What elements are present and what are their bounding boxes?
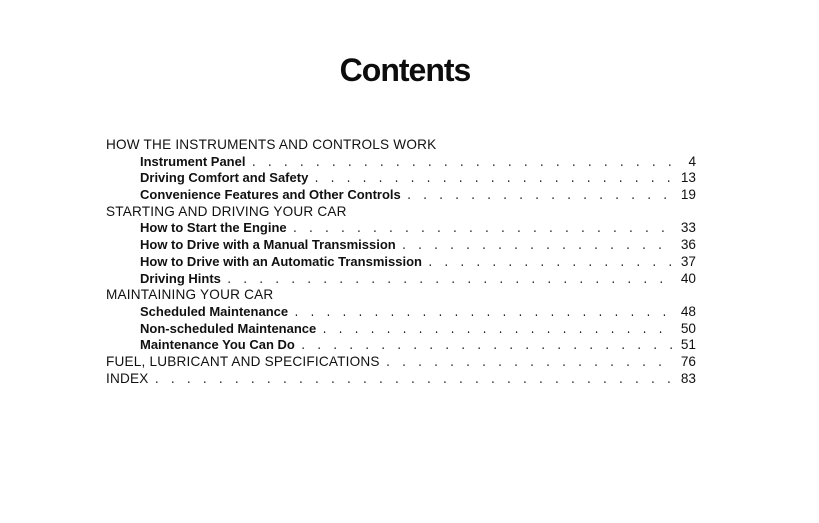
toc-page-number: 51 — [680, 337, 696, 353]
toc-entry-label: Scheduled Maintenance — [140, 303, 289, 319]
toc-entry-label: How to Drive with a Manual Transmission — [140, 237, 396, 253]
toc-entry-label: Instrument Panel — [140, 153, 246, 169]
toc-entry[interactable] — [106, 170, 696, 187]
toc-entry-label: How to Start the Engine — [140, 220, 287, 236]
toc-entry-label: Convenience Features and Other Controls — [140, 187, 401, 203]
toc-entry-label: FUEL, LUBRICANT AND SPECIFICATIONS — [106, 353, 380, 369]
toc-section-label: MAINTAINING YOUR CAR — [106, 287, 274, 303]
dot-leader — [321, 323, 673, 340]
dot-leader — [154, 373, 673, 390]
table-of-contents — [106, 137, 696, 387]
page-title: Contents — [339, 52, 471, 88]
toc-page-number: 13 — [680, 170, 696, 186]
toc-page-number: 4 — [688, 153, 696, 169]
toc-page-number: 40 — [680, 270, 696, 286]
toc-entry[interactable] — [106, 187, 696, 204]
dot-leader — [293, 306, 673, 323]
toc-entry[interactable] — [106, 304, 696, 321]
toc-entry-label: How to Drive with an Automatic Transmission — [140, 253, 422, 269]
toc-entry[interactable] — [106, 254, 696, 271]
toc-page-number: 50 — [680, 320, 696, 336]
toc-entry-index[interactable] — [106, 371, 696, 388]
toc-entry[interactable] — [106, 237, 696, 254]
dot-leader — [427, 256, 673, 273]
dot-leader — [250, 156, 673, 173]
toc-entry[interactable] — [106, 220, 696, 237]
toc-section-label: STARTING AND DRIVING YOUR CAR — [106, 203, 347, 219]
toc-entry[interactable] — [106, 271, 696, 288]
toc-page-number: 37 — [680, 253, 696, 269]
toc-section-label: HOW THE INSTRUMENTS AND CONTROLS WORK — [106, 137, 437, 152]
toc-page-number: 48 — [680, 303, 696, 319]
toc-entry[interactable] — [106, 154, 696, 171]
toc-page-number: 33 — [680, 220, 696, 236]
toc-page-number: 76 — [680, 353, 696, 369]
toc-entry[interactable] — [106, 321, 696, 338]
toc-entry[interactable] — [106, 337, 696, 354]
dot-leader — [406, 189, 673, 206]
toc-page-number: 36 — [680, 237, 696, 253]
toc-entry-label: Driving Hints — [140, 270, 221, 286]
dot-leader — [226, 273, 673, 290]
toc-entry-label: Non-scheduled Maintenance — [140, 320, 317, 336]
toc-entry-fuel[interactable] — [106, 354, 696, 371]
dot-leader — [385, 356, 673, 373]
toc-section-heading — [106, 287, 696, 304]
toc-section-heading — [106, 204, 696, 221]
dot-leader — [401, 239, 673, 256]
toc-page-number: 83 — [680, 370, 696, 386]
toc-section-heading — [106, 137, 696, 154]
toc-page-number: 19 — [680, 187, 696, 203]
toc-entry-label: Driving Comfort and Safety — [140, 170, 309, 186]
toc-entry-label: Maintenance You Can Do — [140, 337, 295, 353]
toc-entry-label: INDEX — [106, 370, 149, 386]
